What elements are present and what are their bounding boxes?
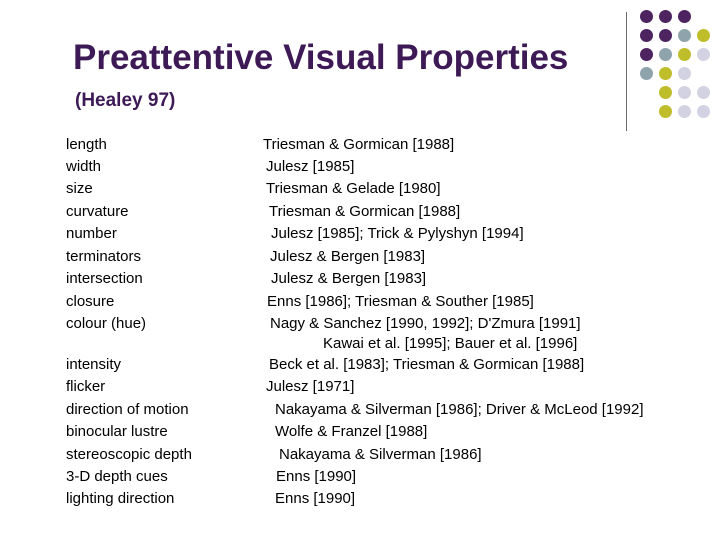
reference-text: Triesman & Gormican [1988]	[269, 203, 461, 220]
reference-text: Enns [1990]	[275, 490, 356, 507]
property-label: intensity	[66, 356, 122, 373]
decorative-dot	[678, 105, 691, 118]
property-label: width	[66, 158, 102, 175]
decorative-dot	[678, 29, 691, 42]
decorative-dot	[659, 86, 672, 99]
property-label: size	[66, 180, 93, 197]
property-label: binocular lustre	[66, 423, 168, 440]
decorative-dot	[678, 48, 691, 61]
decorative-dot	[697, 29, 710, 42]
decorative-dot	[659, 29, 672, 42]
property-label: terminators	[66, 248, 142, 265]
property-label: stereoscopic depth	[66, 446, 192, 463]
property-label: direction of motion	[66, 401, 189, 418]
reference-text: Julesz & Bergen [1983]	[270, 248, 426, 265]
decorative-dot	[678, 86, 691, 99]
decorative-dot	[659, 48, 672, 61]
decorative-dot	[678, 67, 691, 80]
decorative-dot-grid	[640, 10, 720, 115]
property-label: flicker	[66, 378, 106, 395]
reference-text: Julesz & Bergen [1983]	[271, 270, 427, 287]
decorative-dot	[640, 10, 653, 23]
decorative-dot	[659, 10, 672, 23]
reference-text: Kawai et al. [1995]; Bauer et al. [1996]	[323, 335, 578, 352]
reference-text: Nakayama & Silverman [1986]; Driver & McLeod [1992]	[275, 401, 644, 418]
reference-text: Beck et al. [1983]; Triesman & Gormican [1988]	[269, 356, 585, 373]
property-label: intersection	[66, 270, 143, 287]
property-label: curvature	[66, 203, 129, 220]
decorative-dot	[640, 29, 653, 42]
reference-text: Triesman & Gelade [1980]	[266, 180, 441, 197]
decorative-dot	[697, 105, 710, 118]
property-label: length	[66, 136, 107, 153]
slide-subtitle: (Healey 97)	[75, 90, 176, 111]
reference-text: Wolfe & Franzel [1988]	[275, 423, 428, 440]
slide-title: Preattentive Visual Properties	[73, 38, 569, 77]
decorative-dot	[697, 48, 710, 61]
property-label: number	[66, 225, 117, 242]
reference-text: Nakayama & Silverman [1986]	[279, 446, 482, 463]
decorative-dot	[659, 105, 672, 118]
decorative-divider-line	[626, 12, 627, 131]
property-label: lighting direction	[66, 490, 175, 507]
reference-text: Julesz [1985]; Trick & Pylyshyn [1994]	[271, 225, 524, 242]
decorative-dot	[678, 10, 691, 23]
decorative-dot	[659, 67, 672, 80]
property-label: closure	[66, 293, 115, 310]
decorative-dot	[640, 48, 653, 61]
decorative-dot	[697, 86, 710, 99]
reference-text: Triesman & Gormican [1988]	[263, 136, 455, 153]
property-label: 3-D depth cues	[66, 468, 168, 485]
decorative-dot	[640, 67, 653, 80]
reference-text: Nagy & Sanchez [1990, 1992]; D'Zmura [1991]	[270, 315, 581, 332]
reference-text: Enns [1986]; Triesman & Souther [1985]	[267, 293, 534, 310]
reference-text: Julesz [1971]	[266, 378, 355, 395]
reference-text: Julesz [1985]	[266, 158, 355, 175]
reference-text: Enns [1990]	[276, 468, 357, 485]
property-label: colour (hue)	[66, 315, 147, 332]
